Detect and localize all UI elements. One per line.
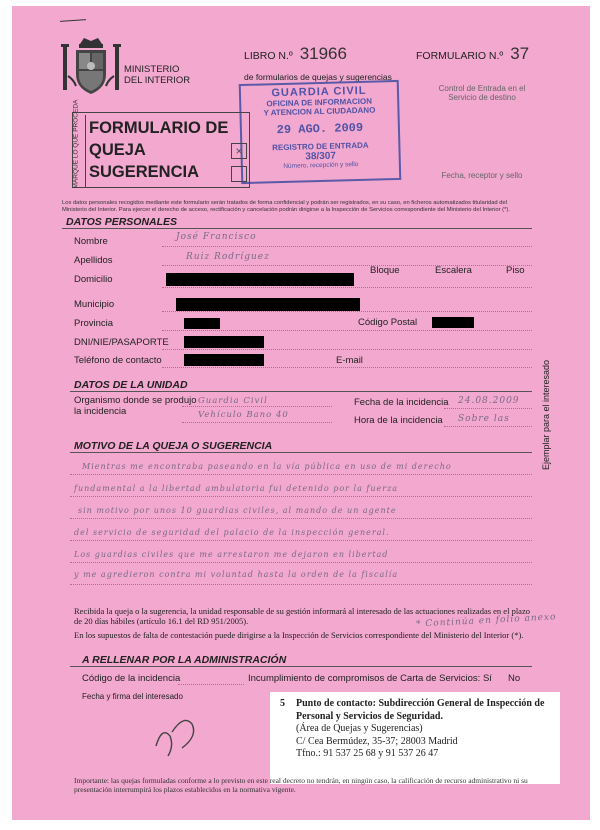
libro-number: 31966 <box>299 44 347 63</box>
motivo-line: Los guardias civiles que me arrestaron me dejaron en libertad <box>74 550 389 559</box>
unit-data-heading: DATOS DE LA UNIDAD <box>74 379 188 391</box>
escalera-label: Escalera <box>435 265 472 276</box>
organismo-label <box>74 395 197 417</box>
title-line2: QUEJA <box>89 141 146 159</box>
formulario-label: FORMULARIO N.º <box>416 50 504 62</box>
contact-title: Punto de contacto: Subdirección General de Inspección de Personal y Servicios de Seguridad. <box>296 698 545 722</box>
stamp-line4: REGISTRO DE ENTRADA <box>272 140 369 153</box>
side-copy-label: Ejemplar para el interesado <box>541 359 551 471</box>
bloque-label: Bloque <box>370 265 400 276</box>
ministry-line1: MINISTERIO <box>124 64 180 75</box>
contact-area: (Área de Quejas y Sugerencias) <box>296 723 423 734</box>
domicilio-label: Domicilio <box>74 274 113 285</box>
telefono-label: Teléfono de contacto <box>74 355 162 366</box>
formulario-number: 37 <box>510 44 530 63</box>
pen-mark <box>60 19 86 22</box>
organismo-label-line2: la incidencia <box>74 406 127 417</box>
incumplimiento-no-label: No <box>508 673 521 684</box>
stamp-line5: Número, recepción y sello <box>283 161 359 170</box>
ministry-line2: DEL INTERIOR <box>124 75 191 86</box>
telefono-redacted <box>184 354 264 366</box>
municipio-redacted <box>176 298 360 311</box>
dni-redacted <box>184 336 264 348</box>
codigo-postal-label: Código Postal <box>358 317 418 328</box>
motivo-line: del servicio de seguridad del palacio de la inspección general. <box>74 528 390 537</box>
piso-label: Piso <box>506 265 525 276</box>
title-box <box>72 99 250 189</box>
nombre-field[interactable]: José Francisco <box>176 232 257 242</box>
coat-of-arms-icon <box>60 36 122 102</box>
stamp-number: 38/307 <box>305 150 337 163</box>
privacy-notice: Los datos personales recogidos mediante este formulario serán tratados de forma confidencial y podrán ser registrados, en su caso, en ficheros automatizados titularidad del Ministerio del Interior. Para ejercer el derecho de acceso, rectificación y cancelación podrán dirigirse a la Inspección de Servicios correspondiente del Ministerio del Interior (*). <box>62 200 510 213</box>
ministry-name <box>124 64 190 86</box>
provincia-redacted <box>184 318 220 329</box>
organismo-value-line1: Guardia Civil <box>198 396 268 406</box>
contact-box <box>270 692 560 784</box>
queja-checkbox[interactable]: × <box>231 143 247 159</box>
motivo-line: fundamental a la libertad ambulatoria fui detenido por la fuerza <box>74 484 399 493</box>
admin-heading: A RELLENAR POR LA ADMINISTRACIÓN <box>82 654 287 666</box>
response-info: Recibida la queja o la sugerencia, la unidad responsable de su gestión informará al interesado de las actuaciones realizadas en el plazo de 20 días hábiles (artículo 16.1 del RD 951/2005). <box>74 606 530 626</box>
stamp-line3: Y ATENCION AL CIUDADANO <box>263 105 376 118</box>
important-note: Importante: las quejas formuladas conforme a lo previsto en este real decreto no tendrán, en ningún caso, la calificación de recurso administrativo ni su presentación interrumpirá los plazos establecidos en la normativa vigente. <box>74 776 528 794</box>
libro-label: LIBRO N.º <box>244 50 293 62</box>
apellidos-label: Apellidos <box>74 255 113 266</box>
control-entry-box <box>422 84 542 180</box>
complaint-form-page <box>12 6 590 820</box>
stamp-line2: OFICINA DE INFORMACION <box>266 96 373 109</box>
domicilio-redacted <box>166 273 354 286</box>
title-line1: FORMULARIO DE <box>89 119 229 137</box>
motivo-line: Mientras me encontraba paseando en la vía pública en uso de mi derecho <box>82 462 452 471</box>
codigo-incidencia-label: Código de la incidencia <box>82 673 181 684</box>
motivo-text-area[interactable] <box>74 458 536 588</box>
organismo-value-line2: Vehículo Bano 40 <box>198 410 289 420</box>
municipio-label: Municipio <box>74 299 115 310</box>
no-response-info: En los supuestos de falta de contestación puede dirigirse a la Inspección de Servicios correspondiente del Ministerio del Interior (*). <box>74 630 524 640</box>
apellidos-field[interactable]: Ruiz Rodríguez <box>186 252 270 262</box>
control-line2: Servicio de destino <box>448 93 516 102</box>
libro-number-row <box>244 44 347 64</box>
provincia-label: Provincia <box>74 318 114 329</box>
stamp-line1: GUARDIA CIVIL <box>271 84 367 100</box>
codigo-postal-redacted <box>432 317 474 328</box>
form-title <box>89 117 228 183</box>
signature-icon <box>148 706 208 762</box>
hora-incidencia-field[interactable]: Sobre las <box>458 414 510 424</box>
motivo-line: sin motivo por unos 10 guardias civiles, al mando de un agente <box>78 506 397 515</box>
control-footer: Fecha, receptor y sello <box>441 171 523 180</box>
registration-stamp <box>239 80 402 184</box>
form-subtitle: de formularios de quejas y sugerencias <box>244 72 392 82</box>
personal-data-heading: DATOS PERSONALES <box>66 216 178 228</box>
organismo-field[interactable] <box>198 394 289 422</box>
continuation-note: * Continúa en folio anexo <box>415 612 557 630</box>
fecha-incidencia-field[interactable]: 24.08.2009 <box>458 396 520 406</box>
organismo-label-line1: Organismo donde se produjo <box>74 395 197 406</box>
sugerencia-checkbox[interactable] <box>231 166 247 182</box>
fecha-incidencia-label: Fecha de la incidencia <box>354 397 449 408</box>
vertical-note: MARQUE LO QUE PROCEDA <box>72 99 80 189</box>
motivo-line: y me agredieron contra mi voluntad hasta la orden de la fiscalía <box>74 570 399 579</box>
firma-label: Fecha y firma del interesado <box>82 692 183 701</box>
contact-phone: Tfno.: 91 537 25 68 y 91 537 26 47 <box>296 748 439 759</box>
motivo-heading: MOTIVO DE LA QUEJA O SUGERENCIA <box>74 440 273 452</box>
title-line3: SUGERENCIA <box>89 163 200 181</box>
formulario-number-row <box>416 44 529 64</box>
email-label: E-mail <box>336 355 363 366</box>
hora-incidencia-label: Hora de la incidencia <box>354 415 443 426</box>
stamp-date: 29 AGO. 2009 <box>276 120 364 138</box>
contact-number: 5 <box>280 698 285 709</box>
control-line1: Control de Entrada en el <box>438 84 526 93</box>
dni-label: DNI/NIE/PASAPORTE <box>74 337 169 348</box>
contact-address: C/ Cea Bermúdez, 35-37; 28003 Madrid <box>296 735 458 747</box>
nombre-label: Nombre <box>74 236 108 247</box>
incumplimiento-label: Incumplimiento de compromisos de Carta de Servicios: Sí <box>248 673 492 684</box>
